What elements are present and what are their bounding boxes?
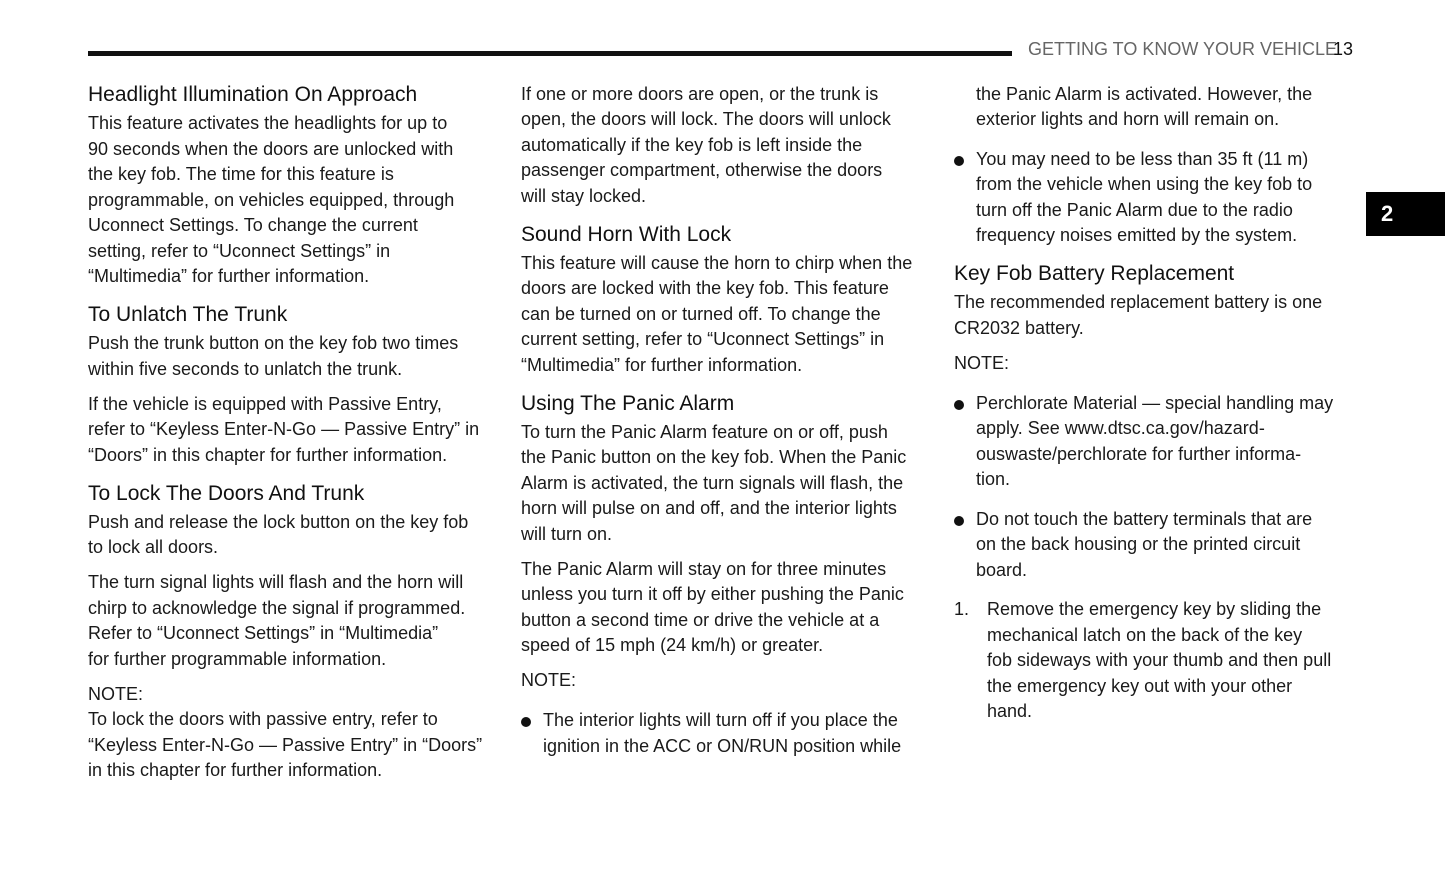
bullet-icon <box>954 400 964 410</box>
paragraph: If one or more doors are open, or the trunk is open, the doors will lock. The doors will unlock automatically if the key fob is left inside the passenger compartment, otherwise the doors will stay locked. <box>521 83 891 206</box>
running-title: GETTING TO KNOW YOUR VEHICLE <box>1028 39 1338 59</box>
numbered-list <box>954 597 1384 725</box>
list-item-text: You may need to be less than 35 ft (11 m) from the vehicle when using the key fob to turn off the Panic Alarm due to the radio frequency noises emitted by the system. <box>976 148 1313 245</box>
heading-unlatch-trunk: To Unlatch The Trunk <box>88 303 288 326</box>
column-2 <box>521 82 951 769</box>
paragraph: This feature activates the headlights for up to 90 seconds when the doors are unlocked with the key fob. The time for this feature is programmable, on vehicles equipped, through Uconnect Settings. To change the current setting, refer to “Uconnect Settings” in “Multimedia” for further information. <box>88 113 455 286</box>
paragraph: The recommended replacement battery is one CR2032 battery. <box>954 292 1323 338</box>
step-item <box>954 597 1384 725</box>
list-item <box>954 147 1384 249</box>
paragraph: To turn the Panic Alarm feature on or off, push the Panic button on the key fob. When the Panic Alarm is activated, the turn signals will flash, the horn will pulse on and off, and the interior lights will turn on. <box>521 421 907 544</box>
step-number: 1. <box>954 599 970 619</box>
paragraph: The turn signal lights will flash and the horn will chirp to acknowledge the signal if programmed. Refer to “Uconnect Settings” in “Multimedia” for further programmable information. <box>88 572 466 669</box>
step-text: Remove the emergency key by sliding the mechanical latch on the back of the key fob sideways with your thumb and then pull the emergency key out with your other hand. <box>987 599 1332 721</box>
paragraph: If the vehicle is equipped with Passive Entry, refer to “Keyless Enter-N-Go — Passive Entry” in “Doors” in this chapter for further information. <box>88 393 480 465</box>
heading-lock-doors: To Lock The Doors And Trunk <box>88 481 365 505</box>
heading-sound-horn: Sound Horn With Lock <box>521 222 732 246</box>
bullet-icon <box>521 717 531 727</box>
bullet-list <box>954 391 1384 584</box>
list-item-text: Do not touch the battery terminals that are on the back housing or the printed circuit board. <box>976 508 1313 580</box>
note-label: NOTE: <box>521 670 577 690</box>
list-item <box>954 391 1384 493</box>
note-label: NOTE: <box>88 683 144 704</box>
paragraph: Push the trunk button on the key fob two times within five seconds to unlatch the trunk. <box>88 333 459 379</box>
column-3 <box>954 82 1384 735</box>
paragraph: Push and release the lock button on the key fob to lock all doors. <box>88 511 469 557</box>
bullet-icon <box>954 156 964 166</box>
bullet-icon <box>954 516 964 526</box>
list-item-text: Perchlorate Material — special handling may apply. See www.dtsc.ca.gov/hazard- ouswaste/perchlorate for further informa- tion. <box>976 392 1334 489</box>
page-number: 13 <box>1333 39 1354 59</box>
bullet-list <box>954 82 1384 249</box>
note-label: NOTE: <box>954 352 1010 373</box>
list-item-text: The interior lights will turn off if you place the ignition in the ACC or ON/RUN position while <box>543 710 902 756</box>
bullet-list <box>521 708 951 759</box>
heading-panic-alarm: Using The Panic Alarm <box>521 391 735 415</box>
paragraph: The Panic Alarm will stay on for three minutes unless you turn it off by either pushing the Panic button a second time or drive the vehicle at a speed of 15 mph (24 km/h) or greater. <box>521 558 904 655</box>
column-1 <box>88 79 518 793</box>
paragraph: This feature will cause the horn to chirp when the doors are locked with the key fob. This feature can be turned on or turned off. To change the current setting, refer to “Uconnect Settings” in “Multimedia” for further information. <box>521 252 913 375</box>
header-rule <box>88 51 1012 56</box>
heading-headlight-illumination: Headlight Illumination On Approach <box>88 83 418 106</box>
list-item <box>521 708 951 759</box>
heading-battery-replacement: Key Fob Battery Replacement <box>954 262 1235 285</box>
paragraph: To lock the doors with passive entry, refer to “Keyless Enter-N-Go — Passive Entry” in “Doors” in this chapter for further information. <box>88 709 483 780</box>
list-item-continued <box>954 82 1384 133</box>
chapter-tab: 2 <box>1366 192 1445 236</box>
list-item <box>954 507 1384 584</box>
list-item-text: the Panic Alarm is activated. However, the exterior lights and horn will remain on. <box>976 83 1313 129</box>
